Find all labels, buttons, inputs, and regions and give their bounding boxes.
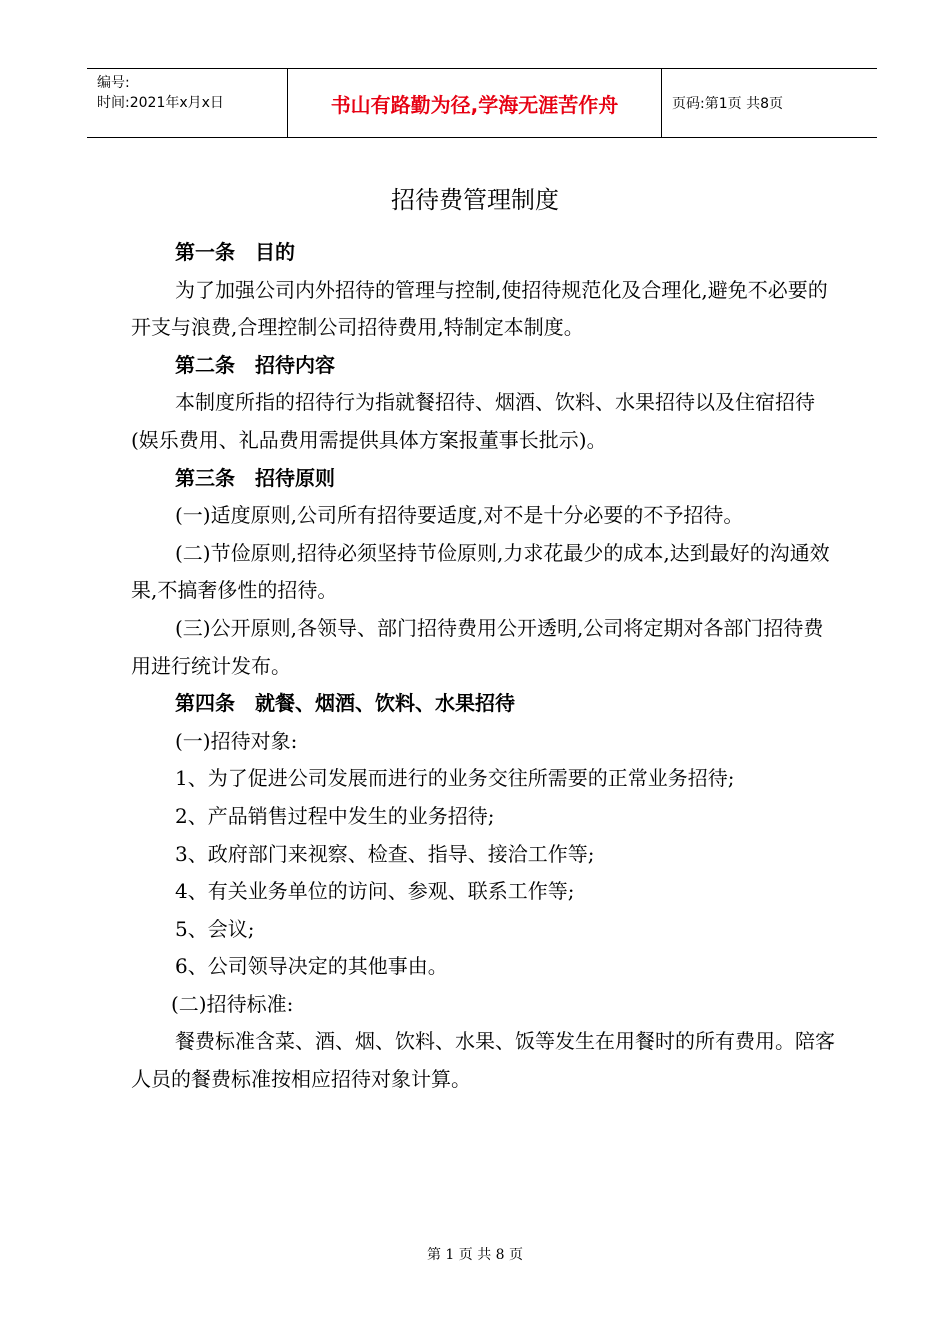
list-item: 6、公司领导决定的其他事由。 xyxy=(175,954,448,979)
list-item: 2、产品销售过程中发生的业务招待; xyxy=(175,803,495,828)
paragraph: 本制度所指的招待行为指就餐招待、烟酒、饮料、水果招待以及住宿招待(娱乐费用、礼品费用需提供具体方案报董事长批示)。 xyxy=(131,390,815,452)
page-footer: 第 1 页 共 8 页 xyxy=(426,1247,524,1263)
paragraph: (三)公开原则,各领导、部门招待费用公开透明,公司将定期对各部门招待费用进行统计发布。 xyxy=(131,615,824,678)
header-meta xyxy=(87,69,287,137)
list-item: 5、会议; xyxy=(175,916,255,941)
list-item: (二)招待标准: xyxy=(171,991,294,1016)
list-item: (一)招待对象: xyxy=(175,728,298,753)
date-label: 时间:2021年x月x日 xyxy=(97,95,224,111)
paragraph: (一)适度原则,公司所有招待要适度,对不是十分必要的不予招待。 xyxy=(175,503,744,528)
document-body xyxy=(131,234,836,1099)
section-heading: 第一条 目的 xyxy=(175,240,295,264)
paragraph: 餐费标准含菜、酒、烟、饮料、水果、饭等发生在用餐时的所有费用。陪客人员的餐费标准按相应招待对象计算。 xyxy=(131,1029,835,1092)
list-item: 1、为了促进公司发展而进行的业务交往所需要的正常业务招待; xyxy=(175,766,735,791)
list-item: 4、有关业务单位的访问、参观、联系工作等; xyxy=(175,879,575,904)
page-header xyxy=(87,68,877,138)
paragraph: (二)节俭原则,招待必须坚持节俭原则,力求花最少的成本,达到最好的沟通效果,不搞奢侈性的招待。 xyxy=(131,540,830,603)
section-heading: 第四条 就餐、烟酒、饮料、水果招待 xyxy=(175,691,515,716)
section-heading: 第三条 招待原则 xyxy=(175,465,335,490)
document-title: 招待费管理制度 xyxy=(391,186,559,214)
list-item: 3、政府部门来视察、检查、指导、接洽工作等; xyxy=(175,841,595,866)
header-page-info: 页码:第1页 共8页 xyxy=(672,96,783,112)
header-motto: 书山有路勤为径,学海无涯苦作舟 xyxy=(287,69,662,137)
number-label: 编号: xyxy=(97,75,130,91)
section-heading: 第二条 招待内容 xyxy=(175,352,335,377)
paragraph: 为了加强公司内外招待的管理与控制,使招待规范化及合理化,避免不必要的开支与浪费,合理控制公司招待费用,特制定本制度。 xyxy=(131,277,828,340)
